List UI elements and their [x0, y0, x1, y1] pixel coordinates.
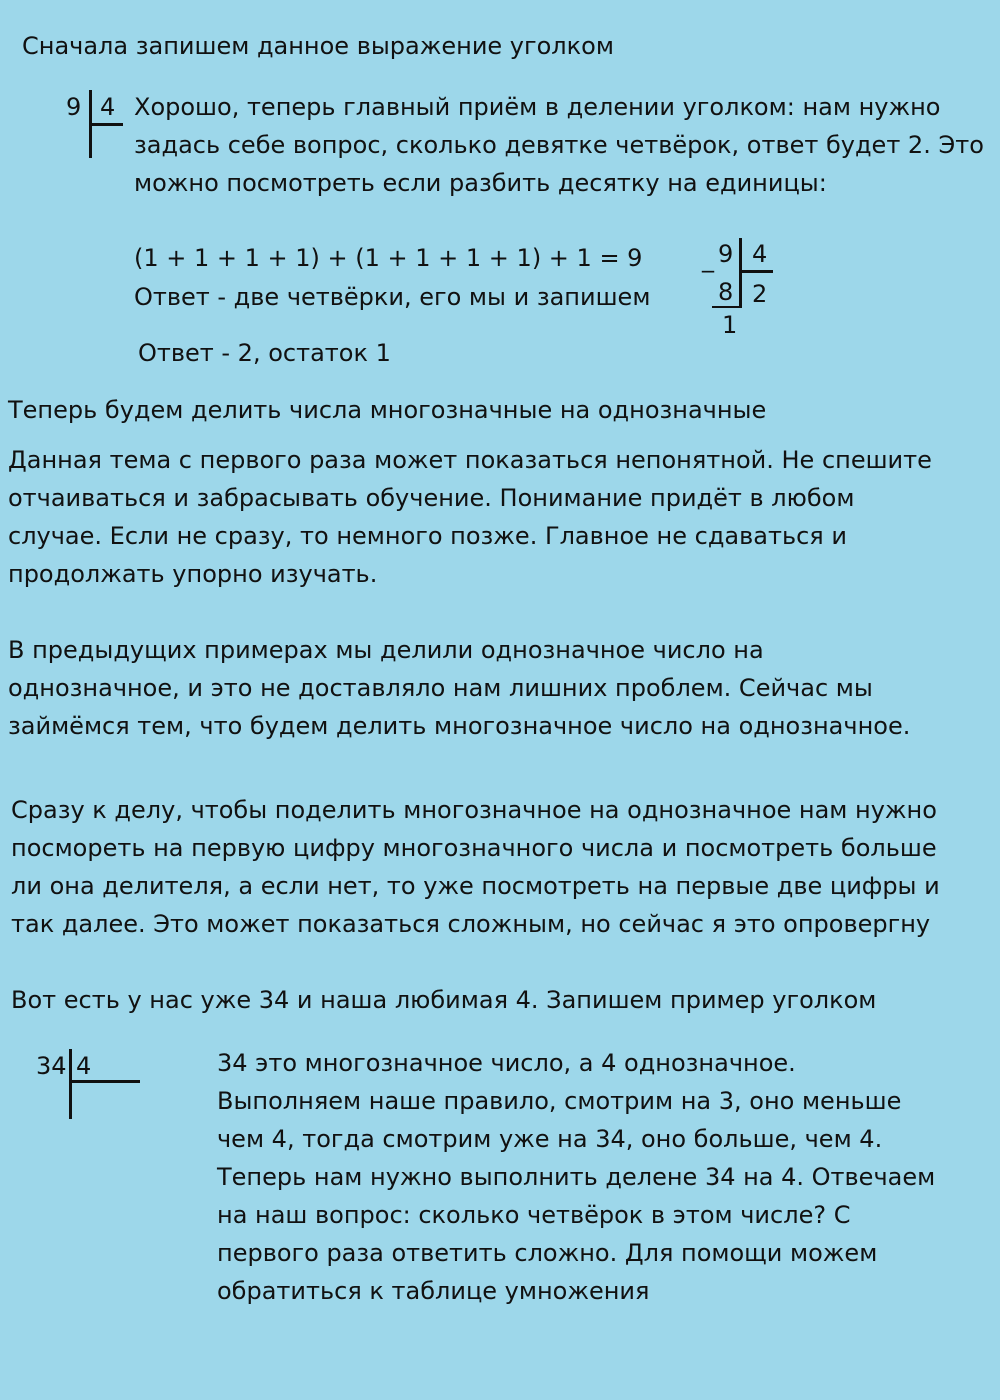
paragraph-main-technique [134, 88, 984, 202]
text-line: Данная тема с первого раза может показаться непонятной. Не спешите [8, 446, 932, 474]
text-line: 34 это многозначное число, а 4 однозначное. [217, 1049, 796, 1077]
paragraph-encouragement [8, 441, 932, 593]
divisor: 4 [76, 1052, 92, 1080]
text-line: на наш вопрос: сколько четвёрок в этом числе? С [217, 1201, 851, 1229]
text-line: В предыдущих примерах мы делили однозначное число на [8, 636, 764, 664]
text-line: однозначное, и это не доставляло нам лишних проблем. Сейчас мы [8, 674, 873, 702]
text-line: задась себе вопрос, сколько девятке четвёрок, ответ будет 2. Это [134, 131, 984, 159]
text-line: отчаиваться и забрасывать обучение. Понимание придёт в любом [8, 484, 855, 512]
corner-vertical-line [739, 238, 742, 308]
corner-vertical-line [69, 1049, 72, 1119]
text-line: ли она делителя, а если нет, то уже посмотреть на первые две цифры и [11, 872, 940, 900]
minus-sign: _ [702, 245, 714, 273]
text-line: займёмся тем, что будем делить многозначное число на однозначное. [8, 712, 911, 740]
equation: (1 + 1 + 1 + 1) + (1 + 1 + 1 + 1) + 1 = 9 [134, 244, 643, 272]
text-line: посмореть на первую цифру многозначного числа и посмотреть больше [11, 834, 937, 862]
heading-intro: Сначала запишем данное выражение уголком [22, 32, 614, 60]
text-line: Хорошо, теперь главный приём в делении уголком: нам нужно [134, 93, 941, 121]
paragraph-example-explanation [217, 1044, 935, 1310]
text-line: случае. Если не сразу, то немного позже. Главное не сдаваться и [8, 522, 847, 550]
dividend: 9 [718, 240, 734, 268]
paragraph-previous-examples [8, 631, 910, 745]
text-line: обратиться к таблице умножения [217, 1277, 650, 1305]
dividend: 34 [36, 1052, 67, 1080]
heading-multidigit: Теперь будем делить числа многозначные на однозначные [8, 396, 767, 424]
paragraph-example-intro: Вот есть у нас уже 34 и наша любимая 4. Запишем пример уголком [11, 986, 877, 1014]
corner-horizontal-line [89, 123, 123, 126]
text-line: можно посмотреть если разбить десятку на единицы: [134, 169, 827, 197]
corner-horizontal-line [739, 270, 773, 273]
answer-line: Ответ - две четвёрки, его мы и запишем [134, 283, 651, 311]
text-line: первого раза ответить сложно. Для помощи можем [217, 1239, 878, 1267]
text-line: продолжать упорно изучать. [8, 560, 378, 588]
quotient: 2 [752, 280, 768, 308]
remainder: 1 [722, 311, 738, 339]
result-line: Ответ - 2, остаток 1 [138, 339, 391, 367]
corner-horizontal-line [69, 1080, 140, 1083]
text-line: Сразу к делу, чтобы поделить многозначное на однозначное нам нужно [11, 796, 937, 824]
text-line: чем 4, тогда смотрим уже на 34, оно больше, чем 4. [217, 1125, 883, 1153]
text-line: так далее. Это может показаться сложным, но сейчас я это опровергну [11, 910, 931, 938]
text-line: Теперь нам нужно выполнить делене 34 на 4. Отвечаем [217, 1163, 936, 1191]
product: 8 [718, 278, 734, 306]
dividend: 9 [66, 93, 82, 121]
text-line: Выполняем наше правило, смотрим на 3, оно меньше [217, 1087, 902, 1115]
paragraph-rule [11, 791, 940, 943]
divisor: 4 [100, 93, 116, 121]
divisor: 4 [752, 240, 768, 268]
subtraction-line [712, 306, 742, 308]
